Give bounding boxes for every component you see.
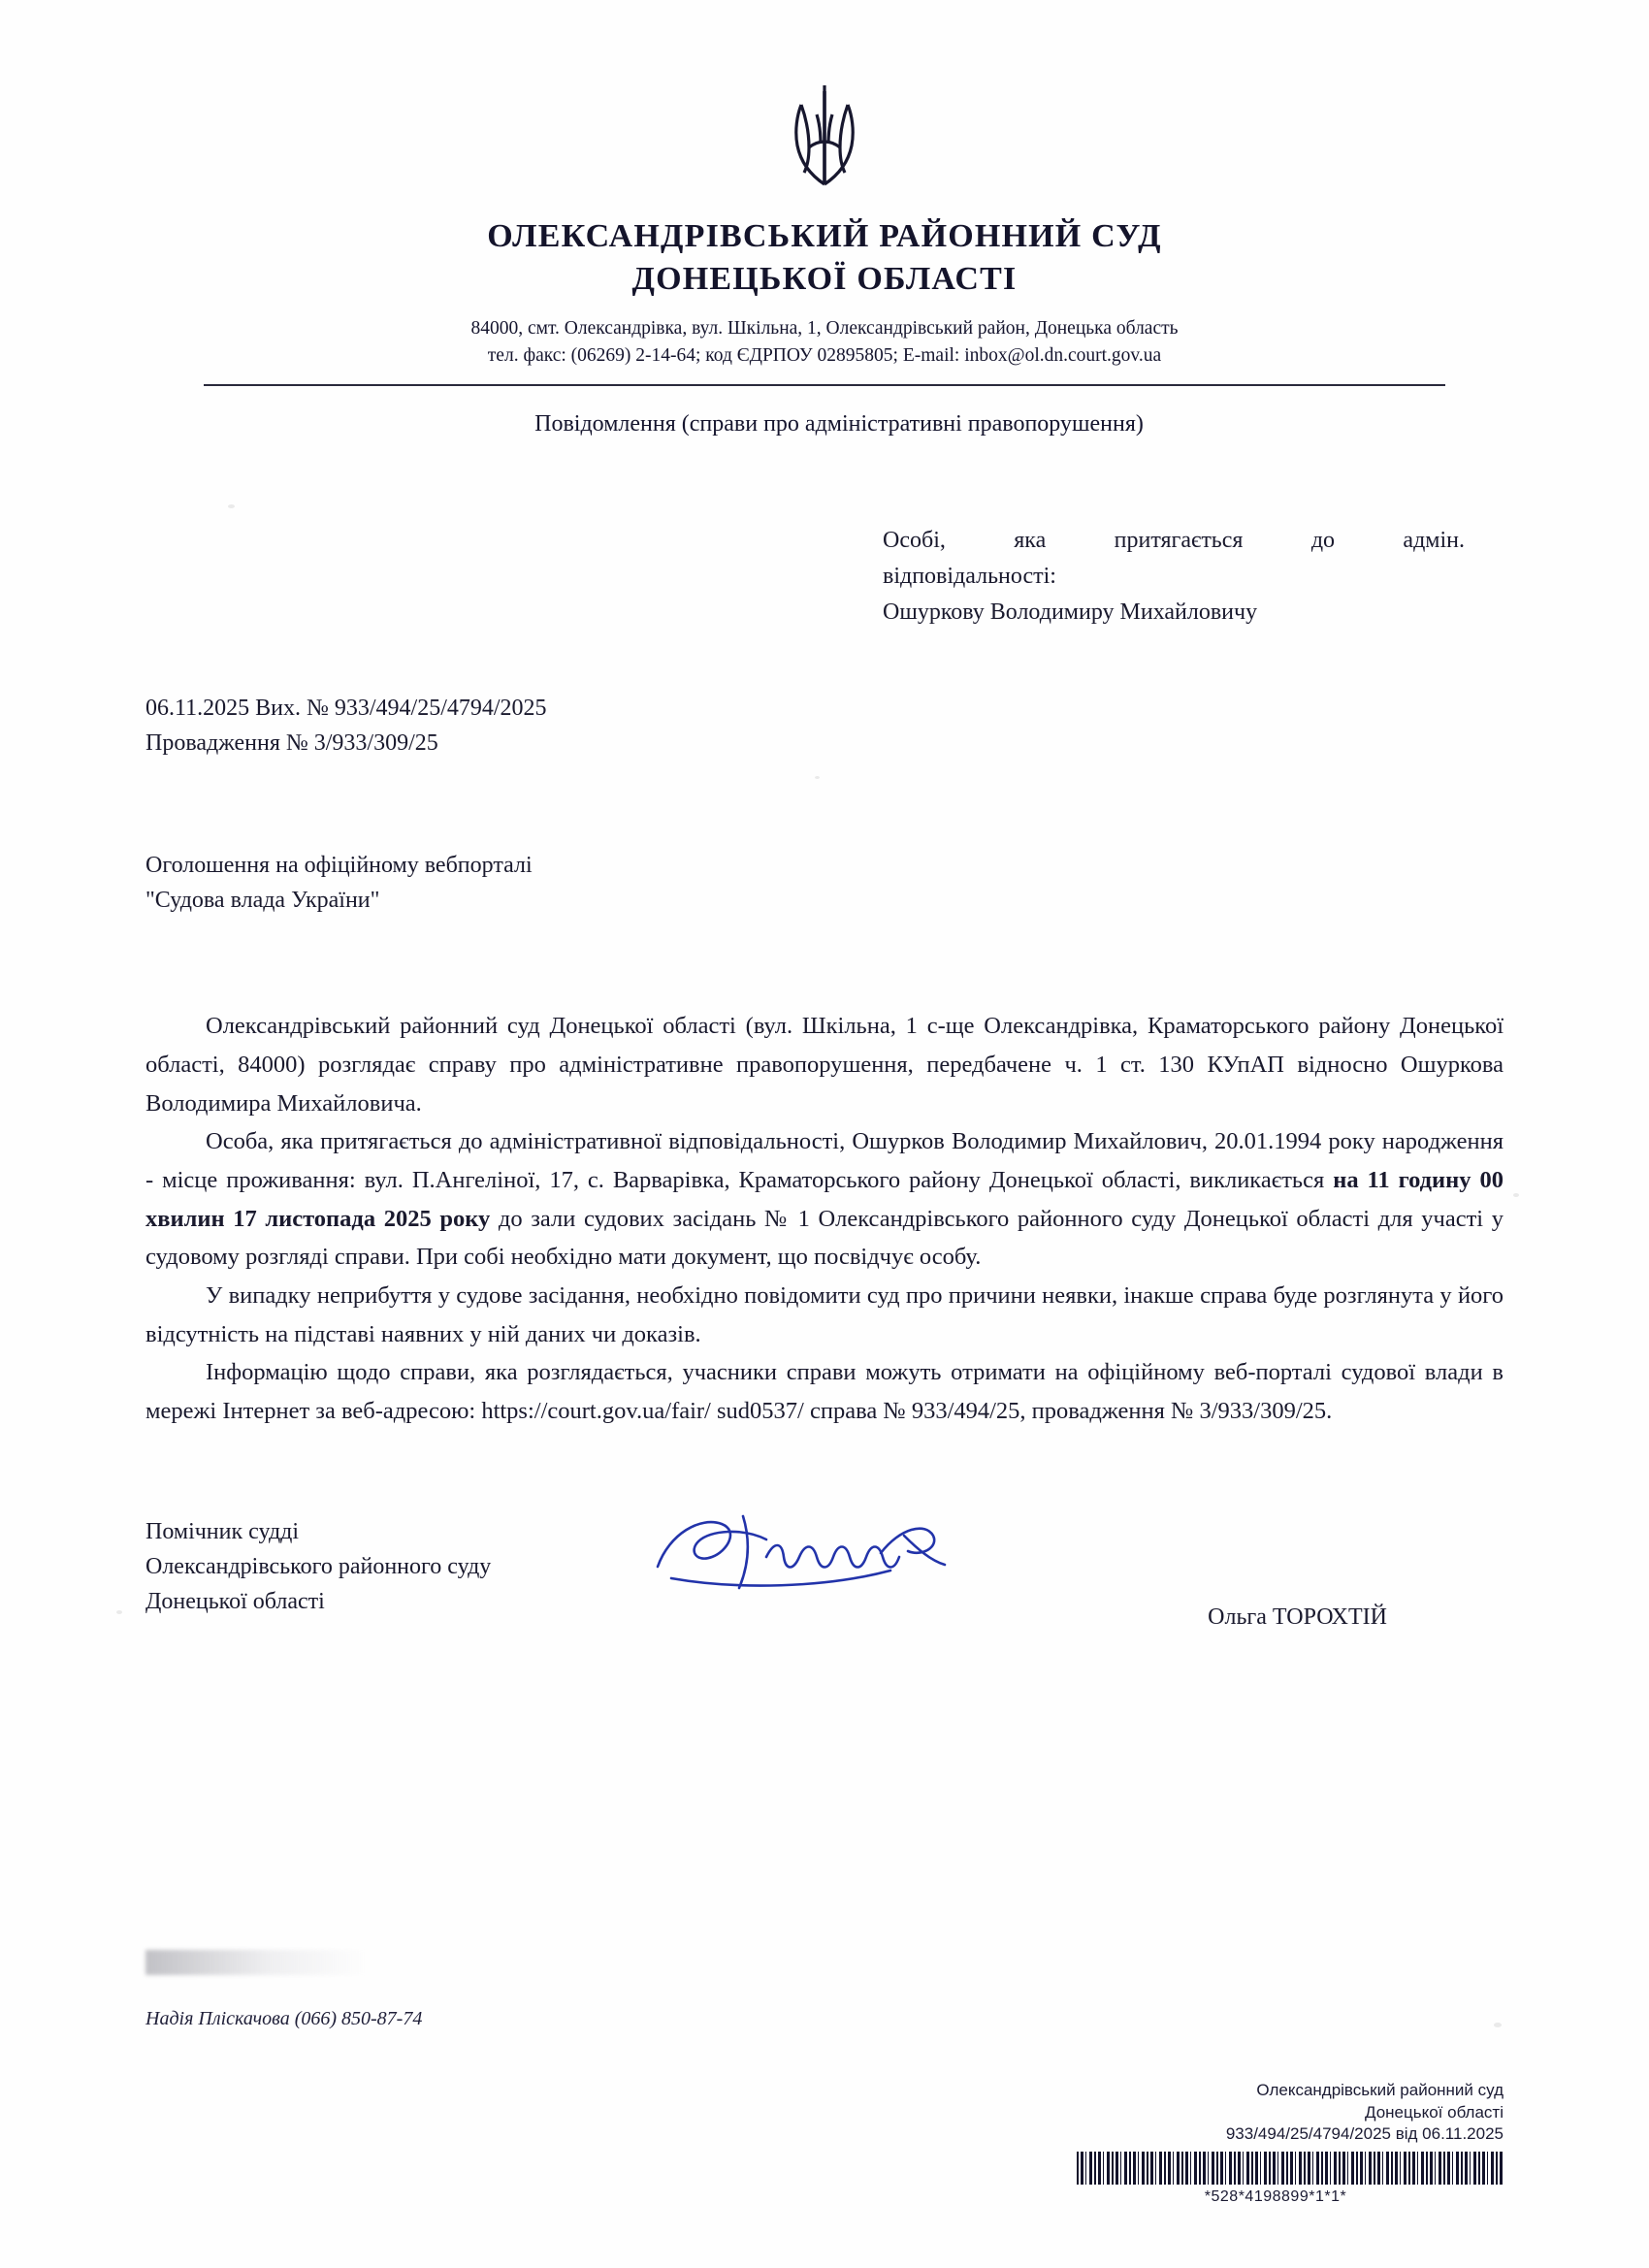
signature-block — [146, 1514, 1504, 1640]
court-address-line1: 84000, смт. Олександрівка, вул. Шкільна, 1, Олександрівський район, Донецька область — [470, 318, 1179, 340]
court-title-line1: ОЛЕКСАНДРІВСЬКИЙ РАЙОННИЙ СУД — [487, 218, 1162, 254]
outgoing-number: 06.11.2025 Вих. № 933/494/25/4794/2025 — [146, 696, 547, 722]
body-paragraph-2 — [146, 1122, 1504, 1277]
addressee-line2: відповідальності: — [883, 563, 1056, 589]
signer-role — [146, 1514, 650, 1619]
body-paragraph-2a: Особа, яка притягається до адміністративної відповідальності, Ошурков Володимир Михайлович, 20.01.1994 року народження - місце проживання: вул. П.Ангеліної, 17, с. Варварівка, Краматорського району Донецької області, викликається — [146, 1128, 1504, 1193]
body-paragraph-2b: до зали судових засідань № 1 Олександрівського районного суду Донецької області для участі у судовому розгляді справи. При собі необхідно мати документ, що посвідчує особу. — [146, 1205, 1504, 1271]
body-paragraph-1: Олександрівський районний суд Донецької області (вул. Шкільна, 1 с-ще Олександрівка, Краматорського району Донецької області, 84000) розглядає справу про адміністративне правопорушення, передбачене ч. 1 ст. 130 КУпАП відносно Ошуркова Володимира Михайловича. — [146, 1013, 1504, 1117]
scan-speck — [116, 1610, 122, 1614]
announcement-block — [146, 848, 1504, 918]
scan-smudge — [146, 1950, 369, 1975]
header-divider — [204, 384, 1445, 386]
proceeding-number: Провадження № 3/933/309/25 — [146, 730, 438, 757]
ukraine-trident-emblem-icon — [780, 76, 869, 194]
addressee-line1: Особі, яка притягається до адмін. — [883, 527, 1465, 553]
typist-contact: Надія Пліскачова (066) 850-87-74 — [146, 2008, 423, 2029]
document-subject: Повідомлення (справи про адміністративні правопорушення) — [534, 410, 1144, 437]
scan-speck — [228, 504, 235, 508]
stamp-line1: Олександрівський районний суд — [1256, 2080, 1504, 2099]
court-address — [146, 315, 1504, 371]
court-title — [146, 215, 1504, 300]
signer-role-line1: Помічник судді — [146, 1518, 300, 1544]
body-paragraph-4: Інформацію щодо справи, яка розглядається, учасники справи можуть отримати на офіційному веб-порталі судової влади в мережі Інтернет за веб-адресою: https://court.gov.ua/fair/ sud0537/ справа № 933/494/25, провадження № 3/933/309/25. — [146, 1359, 1504, 1424]
document-body — [146, 1007, 1504, 1431]
announcement-line1: Оголошення на офіційному вебпорталі — [146, 853, 533, 879]
court-address-line2: тел. факс: (06269) 2-14-64; код ЄДРПОУ 02895805; E-mail: inbox@ol.dn.court.gov.ua — [487, 345, 1162, 367]
scan-speck — [815, 776, 820, 779]
barcode-caption: *528*4198899*1*1* — [1204, 2188, 1347, 2206]
signer-role-line2: Олександрівського районного суду — [146, 1553, 492, 1579]
addressee-name: Ошуркову Володимиру Михайловичу — [883, 599, 1258, 625]
announcement-line2: "Судова влада України" — [146, 888, 380, 914]
reference-block — [146, 691, 1504, 761]
scan-speck — [1513, 1193, 1519, 1197]
stamp-line3: 933/494/25/4794/2025 від 06.11.2025 — [1225, 2124, 1504, 2144]
stamp-line2: Донецької області — [1365, 2102, 1504, 2122]
registration-stamp — [1048, 2080, 1504, 2208]
signer-name: Ольга ТОРОХТІЙ — [1208, 1604, 1387, 1630]
body-paragraph-3: У випадку неприбуття у судове засідання, необхідно повідомити суд про причини неявки, інакше справа буде розглянута у його відсутність на підставі наявних у ній даних чи доказів. — [146, 1281, 1504, 1347]
handwritten-signature-icon — [650, 1507, 1018, 1613]
addressee-block — [883, 523, 1465, 632]
signer-role-line3: Донецької області — [146, 1588, 325, 1614]
hearing-datetime: на 11 годину 00 хвилин 17 листопада 2025 року — [146, 1166, 1504, 1232]
scan-speck — [1494, 2023, 1502, 2027]
court-title-line2: ДОНЕЦЬКОЇ ОБЛАСТІ — [631, 260, 1018, 297]
emblem-container — [146, 0, 1504, 194]
barcode-icon — [1077, 2152, 1504, 2185]
